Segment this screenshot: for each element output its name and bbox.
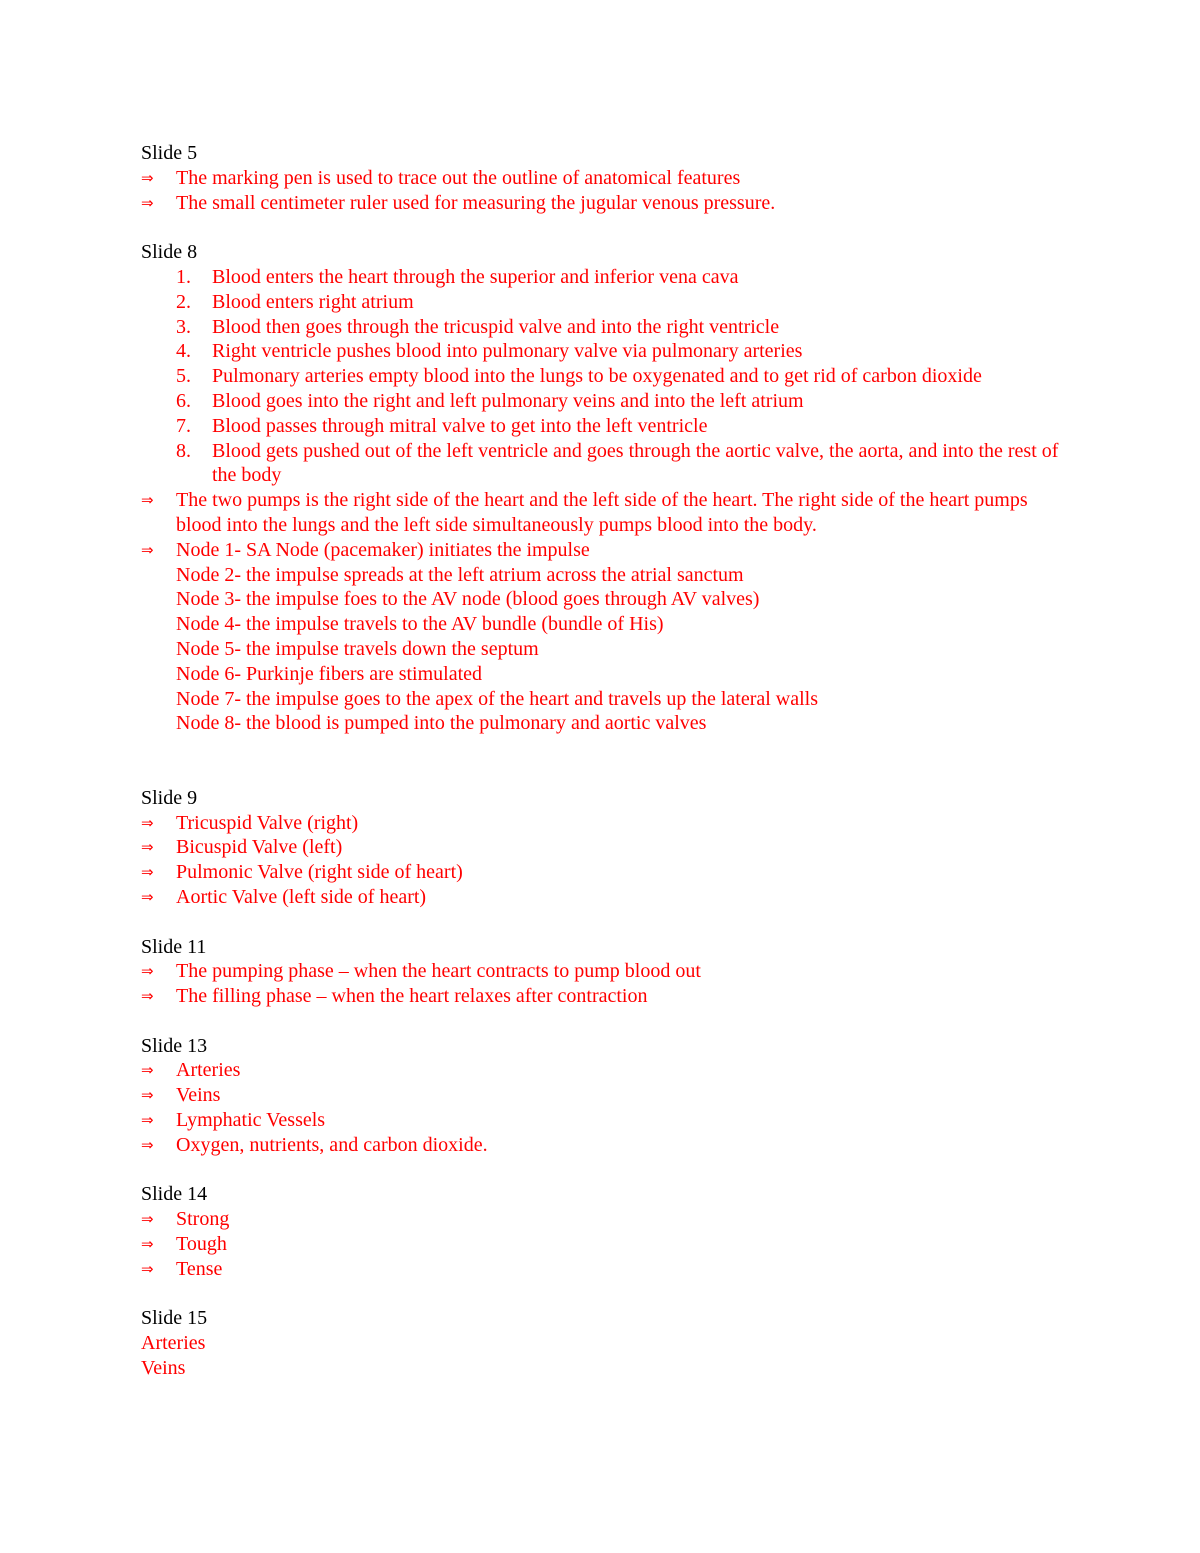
- bullet-text: Lymphatic Vessels: [176, 1109, 326, 1132]
- arrow-bullet-icon: ⇒: [141, 193, 154, 212]
- bullet-text: The filling phase – when the heart relaxes after contraction: [176, 985, 648, 1008]
- bullet-item: [141, 191, 1061, 216]
- bullet-text: Veins: [176, 1084, 221, 1107]
- bullet-text: Tough: [176, 1233, 227, 1256]
- step-number: 6.: [176, 389, 191, 412]
- slide-13-title: Slide 13: [141, 1034, 208, 1057]
- step-text: Blood passes through mitral valve to get into the left ventricle: [212, 414, 708, 437]
- arrow-bullet-icon: ⇒: [141, 887, 154, 906]
- slide-11-section: [141, 935, 1061, 1009]
- bullet-item: [141, 166, 1061, 191]
- step-text: Pulmonary arteries empty blood into the lungs to be oxygenated and to get rid of carbon dioxide: [212, 365, 982, 388]
- bullet-item: [141, 1232, 1061, 1257]
- step-text: Blood goes into the right and left pulmonary veins and into the left atrium: [212, 389, 804, 412]
- slide-15-section: [141, 1306, 1061, 1380]
- bullet-text: Tricuspid Valve (right): [176, 811, 359, 834]
- node-line: Node 5- the impulse travels down the septum: [176, 637, 539, 660]
- arrow-bullet-icon: ⇒: [141, 1086, 154, 1105]
- arrow-bullet-icon: ⇒: [141, 168, 154, 187]
- two-pumps-text: The two pumps is the right side of the heart and the left side of the heart. The right side of the heart pumps blood into the lungs and the left side simultaneously pumps blood into the body.: [176, 489, 1028, 536]
- bullet-item: [141, 1108, 1061, 1133]
- arrow-bullet-icon: ⇒: [141, 987, 154, 1006]
- slide-13-section: [141, 1034, 1061, 1158]
- step-text: Blood enters the heart through the superior and inferior vena cava: [212, 265, 739, 288]
- slide-15-title: Slide 15: [141, 1307, 208, 1330]
- node-line: Node 7- the impulse goes to the apex of the heart and travels up the lateral walls: [176, 687, 819, 710]
- arrow-bullet-icon: ⇒: [141, 813, 154, 832]
- step-number: 1.: [176, 265, 191, 288]
- bullet-item: [141, 1257, 1061, 1282]
- bullet-item: [141, 860, 1061, 885]
- arrow-bullet-icon: ⇒: [141, 1061, 154, 1080]
- arrow-bullet-icon: ⇒: [141, 863, 154, 882]
- bullet-text: Tense: [176, 1257, 223, 1280]
- arrow-bullet-icon: ⇒: [141, 1235, 154, 1254]
- bullet-item: [141, 1083, 1061, 1108]
- bullet-text: The small centimeter ruler used for measuring the jugular venous pressure.: [176, 191, 776, 214]
- step-text: Blood gets pushed out of the left ventricle and goes through the aortic valve, the aorta, and into the rest of the body: [212, 439, 1059, 487]
- bullet-item: [141, 538, 1061, 563]
- slide-5-title: Slide 5: [141, 142, 198, 164]
- bullet-text: Strong: [176, 1208, 230, 1231]
- bullet-item: [141, 835, 1061, 860]
- bullet-text: The marking pen is used to trace out the outline of anatomical features: [176, 166, 741, 189]
- node-line: Node 4- the impulse travels to the AV bundle (bundle of His): [176, 613, 664, 636]
- bullet-text: Arteries: [176, 1059, 241, 1082]
- slide-9-section: [141, 786, 1061, 910]
- numbered-step: [141, 339, 1061, 364]
- numbered-step: [141, 364, 1061, 389]
- slide-8-section: [141, 240, 1061, 736]
- slide-11-title: Slide 11: [141, 935, 207, 958]
- arrow-bullet-icon: ⇒: [141, 540, 154, 559]
- document-page: [141, 141, 1061, 1381]
- step-number: 7.: [176, 414, 191, 437]
- bullet-item: [141, 1058, 1061, 1083]
- plain-answer-line: Arteries: [141, 1332, 206, 1355]
- numbered-step: [141, 414, 1061, 439]
- slide-8-title: Slide 8: [141, 241, 198, 264]
- bullet-item: [141, 1133, 1061, 1158]
- step-number: 4.: [176, 340, 191, 363]
- arrow-bullet-icon: ⇒: [141, 491, 154, 510]
- numbered-step: [141, 290, 1061, 315]
- bullet-item: [141, 488, 1061, 538]
- bullet-text: Aortic Valve (left side of heart): [176, 885, 427, 908]
- plain-answer-line: Veins: [141, 1357, 186, 1380]
- node-line: Node 1- SA Node (pacemaker) initiates the impulse: [176, 538, 590, 561]
- bullet-item: [141, 1207, 1061, 1232]
- arrow-bullet-icon: ⇒: [141, 1259, 154, 1278]
- numbered-step: [141, 265, 1061, 290]
- step-text: Blood enters right atrium: [212, 290, 414, 313]
- slide-9-title: Slide 9: [141, 786, 198, 809]
- bullet-text: Bicuspid Valve (left): [176, 836, 343, 859]
- arrow-bullet-icon: ⇒: [141, 1135, 154, 1154]
- step-number: 8.: [176, 439, 191, 462]
- slide-5-section: [141, 141, 1061, 215]
- arrow-bullet-icon: ⇒: [141, 1210, 154, 1229]
- numbered-step: [141, 439, 1061, 489]
- arrow-bullet-icon: ⇒: [141, 838, 154, 857]
- bullet-item: [141, 885, 1061, 910]
- numbered-step: [141, 389, 1061, 414]
- bullet-item: [141, 984, 1061, 1009]
- step-number: 5.: [176, 365, 191, 388]
- node-line: Node 2- the impulse spreads at the left atrium across the atrial sanctum: [176, 563, 744, 586]
- bullet-text: Oxygen, nutrients, and carbon dioxide.: [176, 1133, 488, 1156]
- slide-14-section: [141, 1182, 1061, 1281]
- step-number: 2.: [176, 290, 191, 313]
- slide-14-title: Slide 14: [141, 1183, 208, 1206]
- step-number: 3.: [176, 315, 191, 338]
- bullet-text: The pumping phase – when the heart contracts to pump blood out: [176, 960, 701, 983]
- numbered-step: [141, 315, 1061, 340]
- arrow-bullet-icon: ⇒: [141, 1111, 154, 1130]
- bullet-item: [141, 811, 1061, 836]
- node-line: Node 6- Purkinje fibers are stimulated: [176, 662, 483, 685]
- node-line: Node 3- the impulse foes to the AV node (blood goes through AV valves): [176, 588, 760, 611]
- bullet-item: [141, 959, 1061, 984]
- step-text: Right ventricle pushes blood into pulmonary valve via pulmonary arteries: [212, 340, 803, 363]
- step-text: Blood then goes through the tricuspid valve and into the right ventricle: [212, 315, 780, 338]
- arrow-bullet-icon: ⇒: [141, 962, 154, 981]
- bullet-text: Pulmonic Valve (right side of heart): [176, 861, 463, 884]
- node-line: Node 8- the blood is pumped into the pulmonary and aortic valves: [176, 712, 707, 735]
